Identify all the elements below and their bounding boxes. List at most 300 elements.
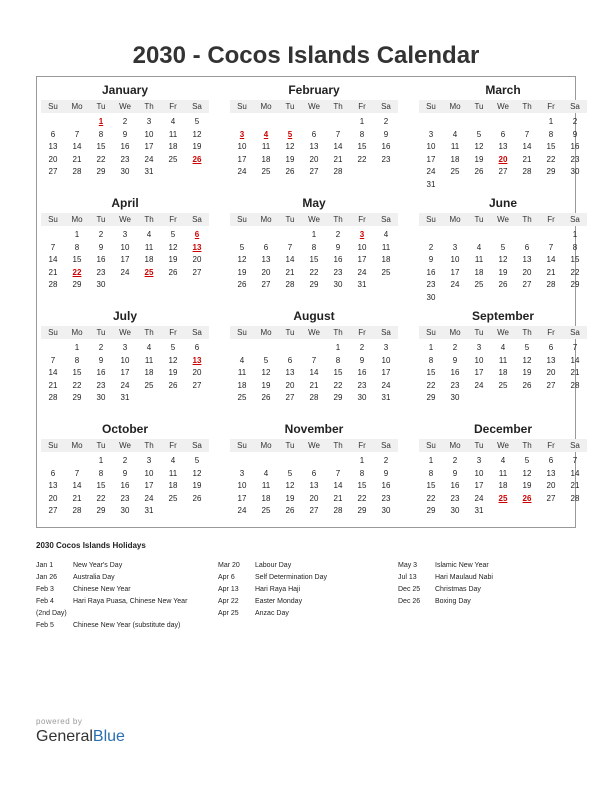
- day-cell: 2: [335, 230, 341, 239]
- day-cell: 18: [381, 255, 391, 264]
- weekday-label: Su: [48, 215, 58, 224]
- day-cell: 3: [122, 343, 128, 352]
- day-cell: 11: [168, 129, 178, 139]
- day-cell: 8: [74, 242, 80, 252]
- day-cell: 24: [357, 267, 367, 277]
- day-cell: 8: [548, 129, 554, 139]
- day-cell: 11: [144, 242, 154, 252]
- day-cell: 22: [426, 493, 436, 503]
- holiday-day-cell: 25: [144, 267, 154, 277]
- day-cell: 18: [261, 154, 271, 164]
- weekday-label: We: [308, 441, 320, 450]
- holiday-column: [398, 560, 576, 608]
- holiday-entry: [398, 584, 576, 596]
- day-cell: 9: [122, 468, 128, 478]
- day-cell: 16: [120, 481, 130, 490]
- day-cell: 16: [450, 368, 460, 377]
- day-cell: 15: [570, 255, 580, 264]
- day-cell: 24: [474, 493, 484, 503]
- day-cell: 2: [122, 456, 128, 465]
- weekday-label: Tu: [285, 102, 295, 111]
- day-cell: 1: [548, 117, 554, 126]
- day-cell: 9: [98, 355, 104, 365]
- day-cell: 1: [359, 117, 365, 126]
- weekday-label: Th: [144, 215, 154, 224]
- day-cell: 12: [192, 129, 202, 139]
- month-may: [230, 196, 398, 308]
- day-cell: 19: [192, 142, 202, 151]
- weekday-label: Su: [237, 102, 247, 111]
- day-cell: 12: [261, 368, 271, 377]
- day-cell: 30: [333, 280, 343, 289]
- day-cell: 18: [144, 255, 154, 264]
- day-cell: 6: [263, 242, 269, 252]
- day-cell: 10: [144, 129, 154, 139]
- day-cell: 16: [96, 255, 106, 264]
- day-cell: 4: [239, 355, 245, 365]
- day-cell: 20: [261, 267, 271, 277]
- holiday-date: (2nd Day): [36, 610, 67, 617]
- day-cell: 12: [192, 468, 202, 478]
- day-cell: 31: [144, 167, 154, 176]
- day-cell: 21: [333, 493, 343, 503]
- day-cell: 2: [572, 117, 578, 126]
- day-cell: 15: [309, 255, 319, 264]
- day-cell: 8: [359, 468, 365, 478]
- month-name: August: [293, 309, 335, 323]
- weekday-label: Mo: [71, 328, 83, 337]
- day-cell: 30: [381, 506, 391, 515]
- day-cell: 30: [120, 506, 130, 515]
- day-cell: 11: [498, 355, 508, 365]
- day-cell: 20: [285, 380, 295, 390]
- holiday-date: Feb 4: [36, 598, 54, 605]
- day-cell: 21: [570, 481, 580, 490]
- day-cell: 19: [168, 255, 178, 264]
- weekday-label: Tu: [96, 441, 106, 450]
- holiday-name: Labour Day: [255, 562, 292, 569]
- day-cell: 27: [261, 280, 271, 289]
- brand-name: [36, 728, 125, 746]
- day-cell: 2: [122, 117, 128, 126]
- day-cell: 8: [359, 129, 365, 139]
- day-cell: 4: [146, 230, 152, 239]
- weekday-label: Fr: [169, 215, 177, 224]
- day-cell: 8: [311, 242, 317, 252]
- day-cell: 14: [72, 142, 82, 151]
- day-cell: 22: [333, 380, 343, 390]
- day-cell: 28: [522, 167, 532, 176]
- day-cell: 25: [381, 267, 391, 277]
- day-cell: 19: [474, 154, 484, 164]
- day-cell: 16: [381, 481, 391, 490]
- weekday-header: [419, 326, 587, 339]
- day-cell: 21: [570, 368, 580, 377]
- day-cell: 20: [546, 481, 556, 490]
- weekday-label: Mo: [449, 441, 461, 450]
- day-cell: 18: [498, 481, 508, 490]
- day-cell: 13: [546, 468, 556, 478]
- day-cell: 11: [261, 142, 271, 151]
- day-cell: 4: [170, 456, 176, 465]
- day-cell: 14: [546, 255, 556, 264]
- day-cell: 27: [192, 267, 202, 277]
- day-cell: 29: [426, 506, 436, 515]
- day-cell: 29: [546, 167, 556, 176]
- day-cell: 3: [146, 456, 152, 465]
- day-cell: 31: [144, 506, 154, 515]
- day-cell: 11: [168, 468, 178, 478]
- holiday-day-cell: 22: [72, 267, 82, 277]
- weekday-label: Fr: [547, 215, 555, 224]
- day-cell: 3: [122, 230, 128, 239]
- weekday-label: Sa: [570, 215, 580, 224]
- holiday-date: Feb 5: [36, 622, 54, 629]
- weekday-label: Sa: [192, 102, 202, 111]
- day-cell: 14: [570, 355, 580, 365]
- holiday-date: Jan 26: [36, 574, 58, 581]
- day-cell: 5: [239, 242, 245, 252]
- day-cell: 11: [381, 242, 391, 252]
- weekday-label: We: [497, 215, 509, 224]
- day-cell: 30: [357, 393, 367, 402]
- day-cell: 5: [170, 230, 176, 239]
- weekday-label: Th: [333, 102, 343, 111]
- day-cell: 7: [50, 355, 56, 365]
- day-cell: 7: [572, 343, 578, 352]
- day-cell: 18: [261, 493, 271, 503]
- day-cell: 13: [498, 142, 508, 151]
- day-cell: 16: [426, 267, 436, 277]
- weekday-label: Mo: [449, 215, 461, 224]
- weekday-label: Fr: [169, 102, 177, 111]
- day-cell: 24: [144, 493, 154, 503]
- holiday-name: Easter Monday: [255, 598, 303, 605]
- day-cell: 30: [426, 292, 436, 302]
- day-cell: 26: [285, 506, 295, 515]
- day-cell: 11: [144, 355, 154, 365]
- holiday-entry: [36, 596, 214, 608]
- day-cell: 26: [474, 167, 484, 176]
- weekday-label: Tu: [474, 328, 484, 337]
- holiday-entry: [218, 560, 396, 572]
- day-cell: 26: [498, 280, 508, 289]
- weekday-label: Th: [144, 441, 154, 450]
- day-cell: 14: [72, 481, 82, 490]
- holiday-day-cell: 13: [192, 242, 202, 252]
- day-cell: 29: [426, 393, 436, 402]
- day-cell: 23: [381, 154, 391, 164]
- day-cell: 4: [500, 456, 506, 465]
- day-cell: 22: [546, 154, 556, 164]
- holiday-entry: [218, 596, 396, 608]
- day-cell: 11: [237, 368, 247, 377]
- day-cell: 1: [74, 343, 80, 352]
- day-cell: 16: [96, 368, 106, 377]
- day-cell: 11: [261, 481, 271, 490]
- day-cell: 22: [72, 380, 82, 390]
- weekday-label: Fr: [547, 102, 555, 111]
- month-name: May: [302, 196, 326, 210]
- day-cell: 5: [524, 456, 530, 465]
- day-cell: 28: [72, 167, 82, 176]
- day-cell: 14: [333, 481, 343, 490]
- weekday-label: Sa: [570, 328, 580, 337]
- weekday-label: Mo: [260, 215, 272, 224]
- day-cell: 6: [50, 468, 56, 478]
- day-cell: 13: [309, 481, 319, 490]
- day-cell: 24: [237, 167, 247, 176]
- weekday-label: Th: [144, 328, 154, 337]
- day-cell: 20: [192, 368, 202, 377]
- weekday-label: Sa: [570, 441, 580, 450]
- holiday-name: Hari Maulaud Nabi: [435, 574, 493, 581]
- weekday-label: Su: [426, 328, 436, 337]
- day-cell: 31: [357, 280, 367, 289]
- weekday-label: Tu: [474, 215, 484, 224]
- weekday-header: [419, 213, 587, 226]
- holiday-day-cell: 3: [359, 230, 365, 239]
- weekday-label: Mo: [260, 441, 272, 450]
- weekday-header: [41, 326, 209, 339]
- day-cell: 2: [428, 242, 434, 252]
- holiday-day-cell: 26: [522, 493, 532, 503]
- day-cell: 21: [333, 154, 343, 164]
- weekday-label: Su: [426, 102, 436, 111]
- weekday-label: Sa: [381, 441, 391, 450]
- holiday-entry: [398, 560, 576, 572]
- weekday-label: Su: [48, 441, 58, 450]
- day-cell: 21: [522, 154, 532, 164]
- weekday-label: We: [119, 215, 131, 224]
- day-cell: 27: [546, 493, 556, 503]
- day-cell: 5: [170, 343, 176, 352]
- day-cell: 26: [261, 393, 271, 402]
- day-cell: 15: [546, 142, 556, 151]
- day-cell: 12: [285, 142, 295, 151]
- day-cell: 27: [546, 380, 556, 390]
- day-cell: 6: [311, 468, 317, 478]
- holiday-entry: [218, 584, 396, 596]
- weekday-label: Mo: [71, 441, 83, 450]
- day-cell: 18: [474, 267, 484, 277]
- day-cell: 1: [359, 456, 365, 465]
- day-cell: 3: [428, 129, 434, 139]
- day-cell: 4: [476, 242, 482, 252]
- weekday-label: Th: [522, 441, 532, 450]
- weekday-label: Tu: [96, 328, 106, 337]
- holiday-name: Boxing Day: [435, 598, 471, 605]
- weekday-label: Tu: [285, 441, 295, 450]
- holiday-entry: [398, 596, 576, 608]
- day-cell: 10: [474, 355, 484, 365]
- month-june: [419, 196, 587, 308]
- month-name: September: [471, 309, 535, 323]
- day-cell: 21: [48, 380, 58, 390]
- day-cell: 21: [546, 267, 556, 277]
- day-cell: 25: [168, 154, 178, 164]
- day-cell: 22: [357, 493, 367, 503]
- day-cell: 18: [168, 481, 178, 490]
- month-october: [41, 422, 209, 534]
- holiday-day-cell: 3: [239, 129, 245, 139]
- holiday-date: Mar 20: [218, 562, 240, 569]
- day-cell: 5: [287, 468, 293, 478]
- month-november: [230, 422, 398, 534]
- day-cell: 16: [381, 142, 391, 151]
- day-cell: 1: [572, 230, 578, 239]
- day-cell: 29: [72, 393, 82, 402]
- day-cell: 29: [309, 280, 319, 289]
- day-cell: 28: [570, 380, 580, 390]
- month-february: [230, 83, 398, 195]
- day-cell: 29: [333, 393, 343, 402]
- month-march: [419, 83, 587, 195]
- holiday-name: Christmas Day: [435, 586, 481, 593]
- day-cell: 30: [450, 393, 460, 402]
- day-cell: 28: [333, 506, 343, 515]
- holiday-entry: [398, 572, 576, 584]
- weekday-label: We: [308, 215, 320, 224]
- day-cell: 19: [261, 380, 271, 390]
- day-cell: 7: [335, 129, 341, 139]
- day-cell: 20: [48, 154, 58, 164]
- holiday-day-cell: 6: [194, 230, 200, 239]
- weekday-label: Sa: [570, 102, 580, 111]
- day-cell: 23: [333, 267, 343, 277]
- day-cell: 28: [285, 280, 295, 289]
- day-cell: 12: [168, 355, 178, 365]
- day-cell: 21: [48, 267, 58, 277]
- day-cell: 29: [96, 506, 106, 515]
- day-cell: 16: [450, 481, 460, 490]
- day-cell: 1: [428, 456, 434, 465]
- day-cell: 27: [48, 167, 58, 176]
- holiday-entry: [36, 560, 214, 572]
- weekday-label: Tu: [474, 102, 484, 111]
- day-cell: 22: [309, 267, 319, 277]
- day-cell: 31: [474, 506, 484, 515]
- day-cell: 11: [450, 142, 460, 151]
- holiday-name: Anzac Day: [255, 610, 289, 617]
- weekday-label: Tu: [285, 328, 295, 337]
- day-cell: 23: [450, 493, 460, 503]
- day-cell: 14: [333, 142, 343, 151]
- holiday-date: Apr 25: [218, 610, 239, 617]
- holiday-entry: [218, 572, 396, 584]
- weekday-label: We: [497, 328, 509, 337]
- month-name: June: [488, 196, 517, 210]
- day-cell: 29: [357, 506, 367, 515]
- brand-logo: [36, 717, 125, 746]
- weekday-header: [41, 439, 209, 452]
- day-cell: 12: [522, 468, 532, 478]
- month-name: October: [101, 422, 148, 436]
- day-cell: 27: [285, 393, 295, 402]
- day-cell: 15: [72, 368, 82, 377]
- holiday-date: Apr 6: [218, 574, 235, 581]
- day-cell: 5: [476, 129, 482, 139]
- month-name: December: [473, 422, 533, 436]
- weekday-header: [230, 326, 398, 339]
- day-cell: 14: [48, 255, 58, 264]
- day-cell: 7: [74, 468, 80, 478]
- day-cell: 28: [48, 280, 58, 289]
- weekday-label: Tu: [474, 441, 484, 450]
- month-name: January: [101, 83, 149, 97]
- day-cell: 15: [357, 142, 367, 151]
- weekday-label: Su: [237, 328, 247, 337]
- weekday-label: Su: [237, 215, 247, 224]
- day-cell: 29: [96, 167, 106, 176]
- day-cell: 26: [168, 380, 178, 390]
- day-cell: 17: [357, 255, 367, 264]
- day-cell: 2: [98, 230, 104, 239]
- day-cell: 27: [498, 167, 508, 176]
- holiday-name: Australia Day: [73, 574, 115, 581]
- day-cell: 4: [452, 129, 458, 139]
- day-cell: 18: [144, 368, 154, 377]
- day-cell: 19: [285, 154, 295, 164]
- weekday-label: Sa: [192, 215, 202, 224]
- holiday-entry: [36, 608, 214, 620]
- day-cell: 16: [120, 142, 130, 151]
- day-cell: 23: [570, 154, 580, 164]
- day-cell: 13: [285, 368, 295, 377]
- day-cell: 10: [120, 242, 130, 252]
- day-cell: 24: [237, 506, 247, 515]
- weekday-label: Sa: [381, 215, 391, 224]
- day-cell: 19: [522, 368, 532, 377]
- month-january: [41, 83, 209, 195]
- day-cell: 12: [285, 481, 295, 490]
- day-cell: 3: [476, 456, 482, 465]
- month-name: July: [112, 309, 137, 323]
- day-cell: 15: [426, 481, 436, 490]
- page-title: 2030 - Cocos Islands Calendar: [132, 42, 480, 69]
- day-cell: 9: [452, 468, 458, 478]
- day-cell: 8: [428, 355, 434, 365]
- holiday-date: May 3: [398, 562, 418, 569]
- day-cell: 21: [309, 380, 319, 390]
- day-cell: 24: [120, 267, 130, 277]
- day-cell: 8: [428, 468, 434, 478]
- weekday-label: Su: [426, 441, 436, 450]
- day-cell: 7: [335, 468, 341, 478]
- weekday-label: Th: [333, 328, 343, 337]
- holiday-date: Apr 13: [218, 586, 239, 593]
- day-cell: 19: [192, 481, 202, 490]
- holiday-day-cell: 4: [263, 129, 269, 139]
- day-cell: 21: [72, 154, 82, 164]
- day-cell: 16: [570, 142, 580, 151]
- day-cell: 28: [72, 506, 82, 515]
- day-cell: 6: [500, 129, 506, 139]
- day-cell: 22: [96, 493, 106, 503]
- day-cell: 5: [500, 242, 506, 252]
- weekday-label: Sa: [381, 328, 391, 337]
- day-cell: 2: [452, 456, 458, 465]
- day-cell: 10: [237, 142, 247, 151]
- month-name: November: [284, 422, 344, 436]
- day-cell: 26: [285, 167, 295, 176]
- day-cell: 27: [522, 280, 532, 289]
- day-cell: 3: [452, 242, 458, 252]
- day-cell: 25: [168, 493, 178, 503]
- day-cell: 1: [311, 230, 317, 239]
- day-cell: 28: [333, 167, 343, 176]
- day-cell: 8: [335, 355, 341, 365]
